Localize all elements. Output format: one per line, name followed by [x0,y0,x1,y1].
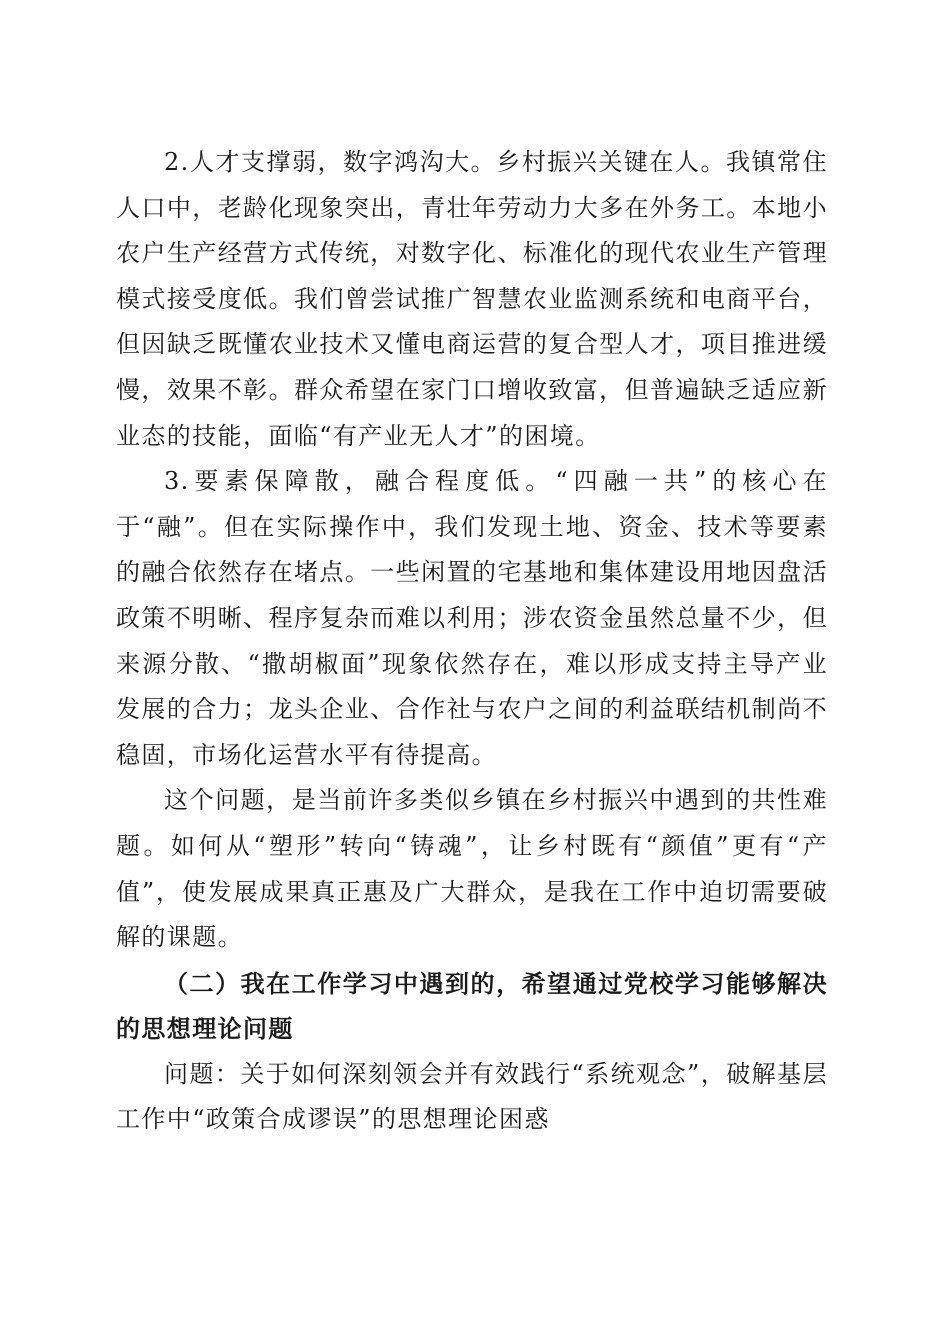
paragraph-question: 问题：关于如何深刻领会并有效践行“系统观念”，破解基层工作中“政策合成谬误”的思想理论困惑 [116,1059,828,1134]
paragraph-talent-support: 2.人才支撑弱，数字鸿沟大。乡村振兴关键在人。我镇常住人口中，老龄化现象突出，青壮年劳动力大多在外务工。本地小农户生产经营方式传统，对数字化、标准化的现代农业生产管理模式接受度低。我们曾尝试推广智慧农业监测系统和电商平台，但因缺乏既懂农业技术又懂电商运营的复合型人才，项目推进缓慢，效果不彰。群众希望在家门口增收致富，但普遍缺乏适应新业态的技能，面临“有产业无人才”的困境。 [116,148,828,450]
paragraph-common-problem: 这个问题，是当前许多类似乡镇在乡村振兴中遇到的共性难题。如何从“塑形”转向“铸魂”，让乡村既有“颜值”更有“产值”，使发展成果真正惠及广大群众，是我在工作中迫切需要破解的课题。 [116,786,828,952]
paragraph-factor-guarantee: 3.要素保障散，融合程度低。“四融一共”的核心在于“融”。但在实际操作中，我们发现土地、资金、技术等要素的融合依然存在堵点。一些闲置的宅基地和集体建设用地因盘活政策不明晰、程序复杂而难以利用；涉农资金虽然总量不少，但来源分散、“撒胡椒面”现象依然存在，难以形成支持主导产业发展的合力；龙头企业、合作社与农户之间的利益联结机制尚不稳固，市场化运营水平有待提高。 [116,467,828,769]
section-heading: （二）我在工作学习中遇到的，希望通过党校学习能够解决的思想理论问题 [116,968,828,1044]
document-body [116,140,828,1143]
